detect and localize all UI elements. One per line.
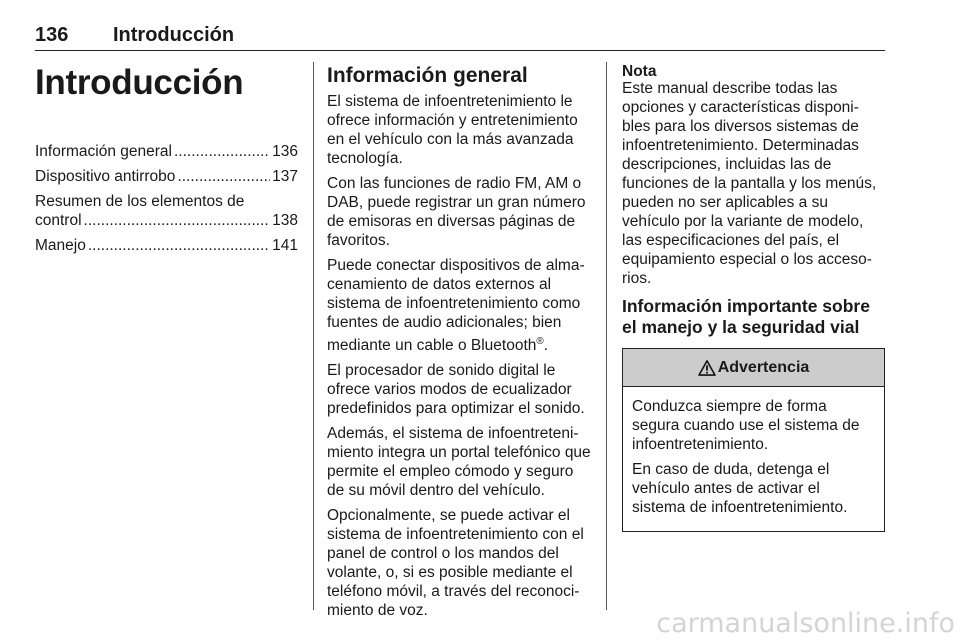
- registered-mark: ®: [536, 336, 544, 347]
- paragraph: Además, el sistema de infoentreteni-miento integra un portal telefónico que permite el empleo cómodo y seguro de su móvil dentro del vehículo.: [327, 425, 591, 500]
- warning-label: Advertencia: [717, 358, 810, 376]
- page-header: [35, 22, 885, 51]
- warning-box: [622, 348, 885, 532]
- toc-leader: [88, 236, 270, 255]
- note-column: [622, 64, 886, 532]
- toc-entry[interactable]: [35, 192, 298, 230]
- toc-entry-text: Dispositivo antirrobo: [35, 168, 176, 185]
- running-title: Introducción: [113, 24, 235, 46]
- paragraph: [327, 256, 592, 355]
- page-number: 136: [35, 24, 69, 46]
- toc-entry-page: 137: [272, 168, 298, 185]
- toc-entry[interactable]: [35, 142, 298, 161]
- general-info-column: [327, 64, 592, 626]
- toc-entry-page: 141: [272, 237, 298, 254]
- toc-column: [35, 64, 298, 261]
- toc-entry-text: control: [35, 212, 82, 229]
- column-divider: [606, 62, 607, 610]
- warning-body: [623, 387, 884, 531]
- subsection-title: Información importante sobre el manejo y la seguridad vial: [622, 296, 870, 337]
- toc-entry[interactable]: [35, 167, 298, 186]
- note-text: Este manual describe todas las opciones y características disponi-bles para los diversos sistemas de infoentretenimiento. Determinadas descripciones, incluidas las de funciones de la pantalla y los menús, pueden no ser aplicables a su vehículo por la variante de modelo, las especificaciones del país, el equipamiento especial o los acceso-rios.: [622, 80, 877, 287]
- chapter-title: Introducción: [35, 63, 244, 102]
- note-title: Nota: [622, 63, 657, 80]
- watermark: carmanualsonline.info: [656, 608, 955, 639]
- toc-leader: [177, 167, 270, 186]
- toc-leader: [174, 142, 270, 161]
- toc-entry-text: Información general: [35, 143, 172, 160]
- toc-leader: [84, 211, 271, 230]
- warning-text: En caso de duda, detenga el vehículo antes de activar el sistema de infoentretenimiento.: [632, 461, 848, 516]
- paragraph: El procesador de sonido digital le ofrece varios modos de ecualizador predefinidos para optimizar el sonido.: [327, 362, 585, 418]
- toc-entry-page: 138: [272, 212, 298, 229]
- warning-text: Conduzca siempre de forma segura cuando use el sistema de infoentretenimiento.: [632, 398, 860, 453]
- warning-triangle-icon: [698, 360, 716, 376]
- paragraph: El sistema de infoentretenimiento le ofrece información y entretenimiento en el vehículo con la más avanzada tecnología.: [327, 93, 578, 167]
- toc-entry[interactable]: [35, 236, 298, 255]
- section-title: Información general: [327, 64, 528, 87]
- toc-entry-text: Manejo: [35, 237, 86, 254]
- toc-entry-page: 136: [272, 143, 298, 160]
- sentence-period: .: [543, 337, 549, 355]
- toc-entry-text-line1: Resumen de los elementos de: [35, 193, 245, 210]
- warning-header: [623, 349, 884, 387]
- column-divider: [313, 62, 314, 610]
- paragraph: Opcionalmente, se puede activar el sistema de infoentretenimiento con el panel de control o los mandos del volante, o, si es posible mediante el teléfono móvil, a través del reconoci-miento de voz.: [327, 507, 584, 620]
- paragraph: Con las funciones de radio FM, AM o DAB, puede registrar un gran número de emisoras en diversas páginas de favoritos.: [327, 175, 586, 249]
- paragraph-text: Puede conectar dispositivos de alma-cenamiento de datos externos al sistema de infoentretenimiento como fuentes de audio adicionales; bien mediante un cable o Bluetooth: [327, 257, 585, 355]
